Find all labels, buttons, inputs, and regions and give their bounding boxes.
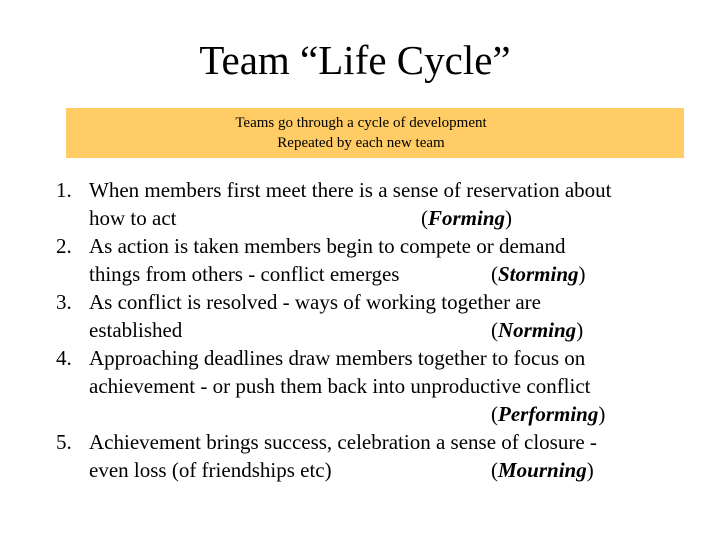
slide-title: Team “Life Cycle” xyxy=(199,37,511,83)
item-text-line-3 xyxy=(89,400,720,428)
stage-name: Performing xyxy=(498,402,599,426)
item-text: things from others - conflict emerges xyxy=(89,262,400,286)
stage-label: (Performing) xyxy=(491,402,606,426)
stage-label: (Mourning) xyxy=(491,458,594,482)
item-text-line-1: As action is taken members begin to compete or demand xyxy=(89,234,566,258)
item-text-line-1: Achievement brings success, celebration a sense of closure - xyxy=(89,430,597,454)
item-text-line-2 xyxy=(89,456,720,484)
item-text: established xyxy=(89,318,183,342)
list-item xyxy=(0,176,720,232)
item-text-line-2 xyxy=(89,260,720,288)
item-number: 2. xyxy=(56,234,72,258)
stage-name: Forming xyxy=(428,206,506,230)
list-item xyxy=(0,232,720,288)
item-number: 1. xyxy=(56,178,72,202)
item-text-line-2: achievement - or push them back into unproductive conflict xyxy=(89,374,591,398)
summary-banner xyxy=(66,108,684,158)
item-text: how to act xyxy=(89,206,177,230)
banner-line-2: Repeated by each new team xyxy=(277,135,445,151)
stage-name: Norming xyxy=(498,318,577,342)
stage-list xyxy=(0,176,720,484)
stage-name: Mourning xyxy=(498,458,587,482)
list-item xyxy=(0,428,720,484)
stage-label: (Storming) xyxy=(491,262,586,286)
item-text-line-1: When members first meet there is a sense of reservation about xyxy=(89,178,612,202)
list-item xyxy=(0,288,720,344)
banner-line-1: Teams go through a cycle of development xyxy=(235,115,487,131)
item-number: 3. xyxy=(56,290,72,314)
item-number: 4. xyxy=(56,346,72,370)
item-text-line-2 xyxy=(89,204,720,232)
item-text-line-1: As conflict is resolved - ways of working together are xyxy=(89,290,541,314)
stage-name: Storming xyxy=(498,262,579,286)
stage-label: (Norming) xyxy=(491,318,584,342)
list-item xyxy=(0,344,720,428)
item-text-line-1: Approaching deadlines draw members together to focus on xyxy=(89,346,586,370)
item-number: 5. xyxy=(56,430,72,454)
item-text: even loss (of friendships etc) xyxy=(89,458,332,482)
item-text-line-2 xyxy=(89,316,720,344)
stage-label: (Forming) xyxy=(421,206,513,230)
